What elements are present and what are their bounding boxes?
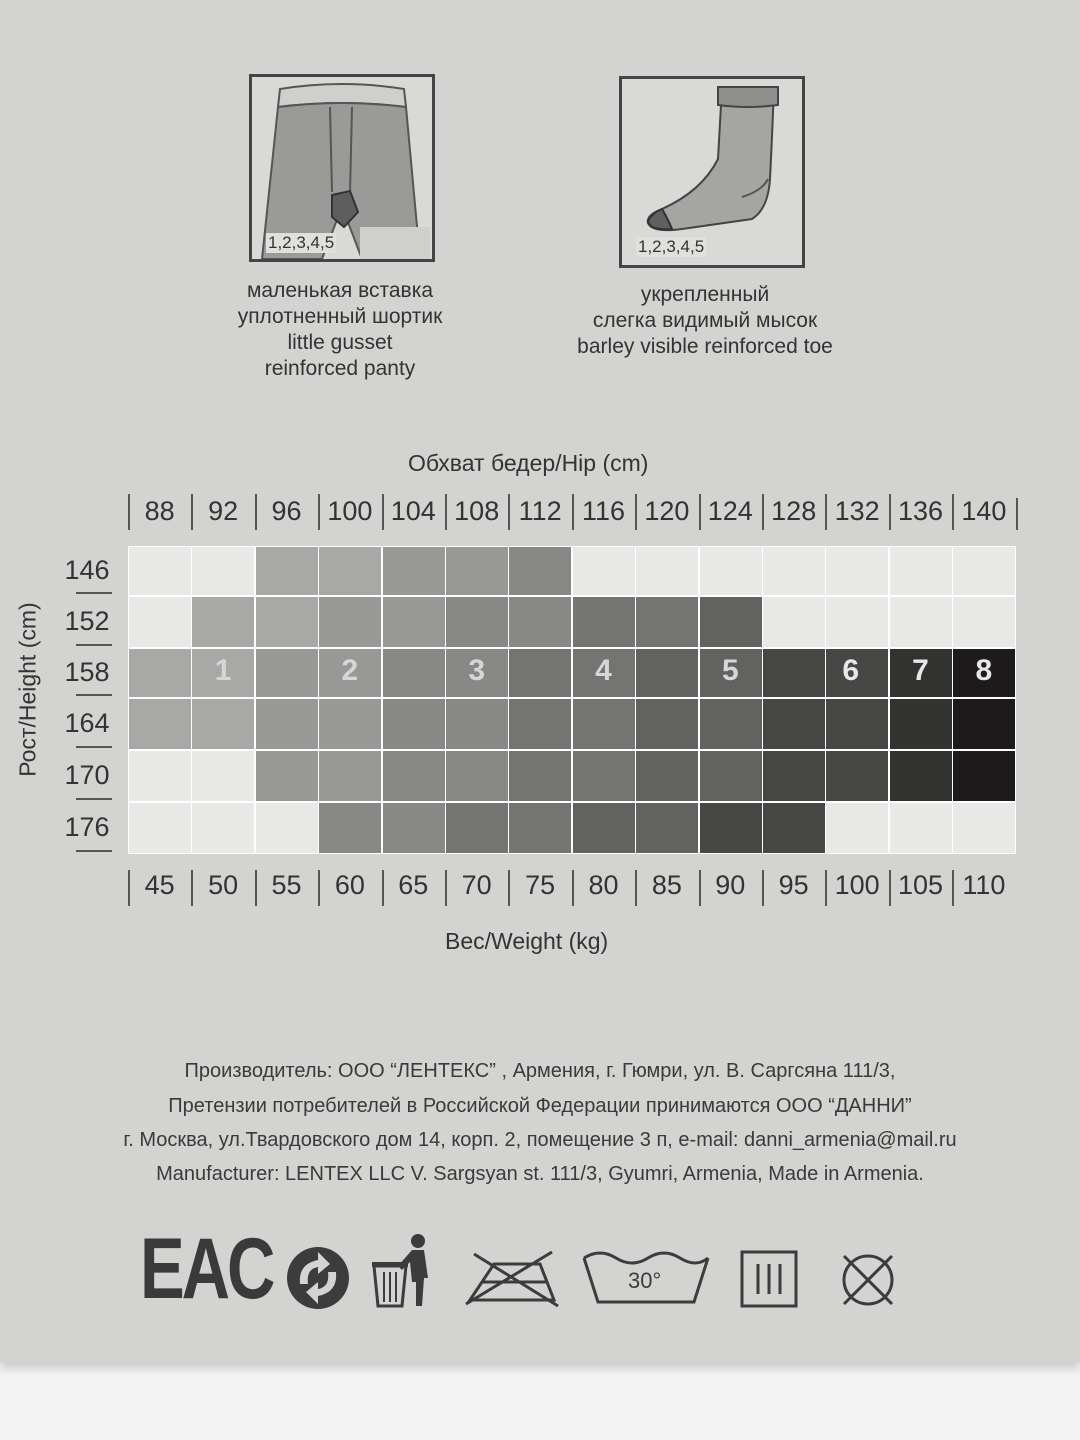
size-cell xyxy=(952,596,1016,648)
size-cell xyxy=(699,802,763,854)
weight-tick-label: 70 xyxy=(461,870,492,900)
weight-tick-mark xyxy=(699,870,701,906)
size-label-4: 4 xyxy=(595,654,612,687)
size-cell xyxy=(445,596,509,648)
size-cell xyxy=(699,546,763,596)
size-cell xyxy=(572,596,636,648)
size-cell xyxy=(508,802,572,854)
feature-line: слегка видимый мысок xyxy=(592,309,818,332)
hip-tick-mark xyxy=(445,494,447,530)
size-cell xyxy=(635,802,699,854)
weight-tick-mark xyxy=(572,870,574,906)
hip-tick-mark xyxy=(508,494,510,530)
hip-tick-label: 136 xyxy=(897,496,944,526)
weight-tick-label: 50 xyxy=(208,870,239,900)
size-cell xyxy=(699,750,763,802)
size-cell xyxy=(128,546,192,596)
hip-tick-label: 116 xyxy=(581,496,626,526)
size-cell xyxy=(762,698,826,750)
size-cell xyxy=(635,596,699,648)
height-tick-mark xyxy=(76,798,112,800)
size-cell xyxy=(952,750,1016,802)
eac-mark xyxy=(140,1221,273,1317)
size-cell xyxy=(762,648,826,698)
size-cell xyxy=(762,596,826,648)
size-cell xyxy=(191,750,255,802)
weight-tick-label: 105 xyxy=(897,870,944,900)
eac-text: EAC xyxy=(140,1221,273,1317)
size-cell xyxy=(445,750,509,802)
feature-line: уплотненный шортик xyxy=(237,305,443,328)
weight-tick-mark xyxy=(889,870,891,906)
do-not-tumble-dry-icon xyxy=(838,1250,898,1310)
size-label-2: 2 xyxy=(341,654,359,687)
wash-30-icon xyxy=(580,1246,712,1308)
height-axis-title: Рост/Height (cm) xyxy=(14,602,41,777)
size-cell xyxy=(762,802,826,854)
size-cell xyxy=(382,546,446,596)
size-cell xyxy=(635,648,699,698)
size-cell xyxy=(382,750,446,802)
weight-tick-label: 75 xyxy=(525,870,556,900)
feature-line: reinforced panty xyxy=(264,357,416,380)
feature-line: little gusset xyxy=(287,331,393,354)
weight-tick-mark xyxy=(382,870,384,906)
weight-tick-mark xyxy=(762,870,764,906)
size-cell xyxy=(508,750,572,802)
size-cell xyxy=(635,546,699,596)
hip-tick-label: 112 xyxy=(518,496,562,526)
do-not-iron-icon xyxy=(460,1250,564,1308)
size-cell xyxy=(445,802,509,854)
weight-tick-label: 90 xyxy=(715,870,746,900)
hip-tick-mark xyxy=(952,494,954,530)
size-cell xyxy=(128,698,192,750)
height-tick-mark xyxy=(76,592,112,594)
size-cell xyxy=(889,802,953,854)
weight-tick-label: 85 xyxy=(651,870,682,900)
size-cell xyxy=(191,698,255,750)
size-cell xyxy=(825,596,889,648)
weight-tick-mark xyxy=(825,870,827,906)
size-cell xyxy=(382,596,446,648)
hip-tick-label: 108 xyxy=(454,496,500,526)
hip-tick-mark xyxy=(762,494,764,530)
weight-tick-mark xyxy=(952,870,954,906)
weight-tick-label: 60 xyxy=(334,870,365,900)
hip-tick-mark xyxy=(191,494,193,530)
size-cell xyxy=(255,648,319,698)
size-label-6: 6 xyxy=(842,654,860,687)
hip-tick-label: 128 xyxy=(771,496,817,526)
hip-tick-mark xyxy=(1016,498,1018,530)
size-cell xyxy=(445,698,509,750)
size-cell xyxy=(318,802,382,854)
size-cell xyxy=(762,750,826,802)
recycle-icon xyxy=(284,1244,352,1312)
size-cell xyxy=(762,546,826,596)
line-dry-icon xyxy=(740,1250,798,1308)
dispose-in-bin-icon xyxy=(372,1232,438,1312)
size-cell xyxy=(572,750,636,802)
hip-tick-label: 100 xyxy=(327,496,373,526)
weight-tick-mark xyxy=(255,870,257,906)
hip-tick-mark xyxy=(318,494,320,530)
size-cell xyxy=(889,698,953,750)
toe-sizes-label: 1,2,3,4,5 xyxy=(638,237,705,256)
size-cell xyxy=(128,750,192,802)
hip-axis-title: Обхват бедер/Hip (cm) xyxy=(408,450,649,476)
size-cell xyxy=(191,546,255,596)
manufacturer-line: Производитель: ООО “ЛЕНТЕКС” , Армения, г. Гюмри, ул. В. Саргсяна 111/3, xyxy=(184,1060,896,1082)
weight-tick-label: 55 xyxy=(271,870,302,900)
hip-tick-label: 140 xyxy=(961,496,1007,526)
size-cell xyxy=(952,802,1016,854)
size-cell xyxy=(635,750,699,802)
size-cell xyxy=(255,802,319,854)
height-tick-label: 152 xyxy=(64,606,110,636)
size-cell xyxy=(128,596,192,648)
size-cell xyxy=(382,648,446,698)
size-cell xyxy=(318,596,382,648)
size-cell xyxy=(952,698,1016,750)
weight-tick-label: 95 xyxy=(778,870,809,900)
size-cell xyxy=(255,750,319,802)
size-cell xyxy=(699,698,763,750)
weight-tick-label: 110 xyxy=(962,870,1006,900)
feature-line: маленькая вставка xyxy=(246,279,434,302)
size-cell xyxy=(635,698,699,750)
weight-tick-label: 80 xyxy=(588,870,619,900)
hip-tick-mark xyxy=(382,494,384,530)
hip-tick-label: 96 xyxy=(271,496,302,526)
size-cell xyxy=(318,698,382,750)
size-cell xyxy=(318,750,382,802)
size-cell xyxy=(889,750,953,802)
size-cell xyxy=(255,596,319,648)
feature-line: укрепленный xyxy=(640,283,770,306)
size-cell xyxy=(825,750,889,802)
hip-tick-mark xyxy=(572,494,574,530)
height-tick-label: 176 xyxy=(64,812,110,842)
manufacturer-en-line: Manufacturer: LENTEX LLC V. Sargsyan st. 111/3, Gyumri, Armenia, Made in Armenia. xyxy=(156,1163,924,1185)
panty-sizes-label: 1,2,3,4,5 xyxy=(268,233,335,252)
size-cell xyxy=(255,698,319,750)
height-tick-label: 170 xyxy=(64,760,110,790)
size-cell xyxy=(508,596,572,648)
hip-tick-mark xyxy=(255,494,257,530)
hip-tick-mark xyxy=(699,494,701,530)
size-cell xyxy=(825,546,889,596)
size-cell xyxy=(699,596,763,648)
size-cell xyxy=(382,698,446,750)
size-cell xyxy=(508,698,572,750)
size-cell xyxy=(572,546,636,596)
height-tick-mark xyxy=(76,644,112,646)
size-cell xyxy=(191,596,255,648)
size-label-3: 3 xyxy=(468,654,486,687)
weight-tick-mark xyxy=(128,870,130,906)
size-cell xyxy=(255,546,319,596)
size-cell xyxy=(445,546,509,596)
size-label-7: 7 xyxy=(912,654,929,687)
weight-axis-title: Вес/Weight (kg) xyxy=(445,928,609,954)
size-cell xyxy=(128,802,192,854)
size-label-8: 8 xyxy=(975,654,993,687)
weight-tick-mark xyxy=(318,870,320,906)
hip-tick-label: 88 xyxy=(144,496,175,526)
weight-tick-mark xyxy=(191,870,193,906)
size-cell xyxy=(191,802,255,854)
size-cell xyxy=(382,802,446,854)
weight-tick-mark xyxy=(635,870,637,906)
hip-tick-mark xyxy=(128,494,130,530)
height-tick-label: 158 xyxy=(64,657,110,687)
hip-tick-mark xyxy=(635,494,637,530)
size-cell xyxy=(508,546,572,596)
size-cell xyxy=(318,546,382,596)
address-email-line: г. Москва, ул.Твардовского дом 14, корп. 2, помещение 3 п, e-mail: danni_armenia@mail.ru xyxy=(123,1129,957,1151)
feature-line: barley visible reinforced toe xyxy=(577,335,833,358)
size-cell xyxy=(128,648,192,698)
height-tick-label: 146 xyxy=(64,555,110,585)
hip-tick-label: 120 xyxy=(644,496,690,526)
size-cell xyxy=(825,698,889,750)
weight-tick-label: 100 xyxy=(834,870,880,900)
height-tick-mark xyxy=(76,746,112,748)
consumer-claims-line: Претензии потребителей в Российской Федерации принимаются ООО “ДАННИ” xyxy=(168,1095,912,1117)
weight-tick-mark xyxy=(508,870,510,906)
weight-tick-mark xyxy=(445,870,447,906)
size-cell xyxy=(889,596,953,648)
size-label-1: 1 xyxy=(214,654,232,687)
hip-tick-label: 124 xyxy=(707,496,753,526)
height-tick-mark xyxy=(76,694,112,696)
size-cell xyxy=(572,698,636,750)
hip-tick-label: 104 xyxy=(390,496,436,526)
size-cell xyxy=(889,546,953,596)
weight-tick-label: 65 xyxy=(398,870,429,900)
size-cell xyxy=(572,802,636,854)
height-tick-label: 164 xyxy=(64,708,110,738)
hip-tick-label: 132 xyxy=(834,496,880,526)
size-cell xyxy=(952,546,1016,596)
hip-tick-mark xyxy=(889,494,891,530)
hip-tick-mark xyxy=(825,494,827,530)
wash-temp-label: 30° xyxy=(628,1268,662,1293)
weight-tick-label: 45 xyxy=(144,870,175,900)
hip-tick-label: 92 xyxy=(208,496,239,526)
height-tick-mark xyxy=(76,850,112,852)
size-label-5: 5 xyxy=(721,654,739,687)
size-cell xyxy=(825,802,889,854)
size-cell xyxy=(508,648,572,698)
